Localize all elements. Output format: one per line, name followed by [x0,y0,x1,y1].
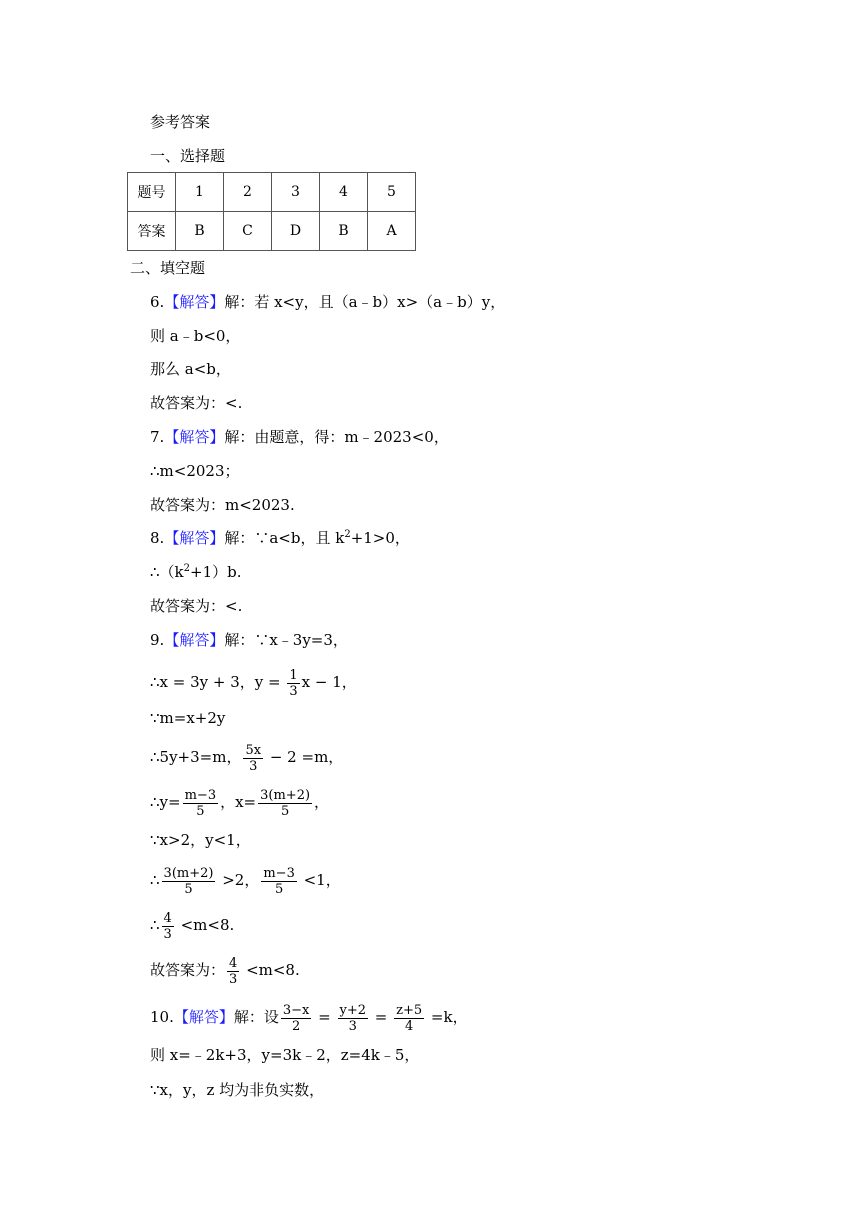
equals-sign: = [370,1008,393,1026]
q8-line-1 [150,528,410,548]
q7-line-1 [150,427,449,447]
question-number: 7. [150,428,165,446]
answer-tag: 【解答】 [173,1008,234,1026]
solution-text: 解：由题意，得：m﹣2023<0， [224,428,449,446]
table-cell: 3 [272,173,320,212]
fraction: $\frac{m-3}{5}$ [263,865,295,897]
page-title: 参考答案 [150,113,211,131]
fraction: $\frac{z+5}{4}$ [396,1002,423,1034]
solution-text: 解：∵x﹣3y=3， [224,631,348,649]
table-cell: 1 [176,173,224,212]
table-row [128,173,416,212]
solution-text: 解：设 [233,1008,279,1026]
fraction: $\frac{m-3}{5}$ [184,787,217,819]
q7-line-2: ∴m<2023； [150,462,240,480]
table-cell: B [176,212,224,251]
q9-line-8 [150,910,234,942]
question-number: 10. [150,1008,174,1026]
fraction: $\frac{1}{3}$ [289,667,298,699]
solution-text: >2， [217,871,260,889]
solution-text: x − 1， [301,673,357,691]
solution-text: ∴ [150,871,160,889]
answer-table [127,172,416,251]
solution-text: <1， [298,871,341,889]
section-heading-choice: 一、选择题 [150,147,226,165]
solution-text: − 2 =m， [265,748,344,766]
q8-line-2 [150,562,242,582]
solution-text: ∴（k [150,563,184,581]
solution-text: +1）b. [190,563,242,581]
q10-line-3: ∵x，y，z 均为非负实数， [150,1081,325,1099]
solution-text: ∴5y+3=m， [150,748,242,766]
answer-tag: 【解答】 [164,631,225,649]
table-cell: 5 [368,173,416,212]
q7-line-3: 故答案为：m<2023. [150,496,295,514]
solution-text: ∴x = 3y + 3，y = [150,673,286,691]
question-number: 8. [150,529,165,547]
question-number: 6. [150,293,165,311]
q10-line-1 [150,1002,468,1034]
solution-text: =k， [426,1008,468,1026]
q8-line-3: 故答案为：<. [150,597,243,615]
q9-line-3: ∵m=x+2y [150,709,226,727]
section-heading-fill: 二、填空题 [130,259,206,277]
question-number: 9. [150,631,165,649]
fraction: $\frac{y+2}{3}$ [339,1002,367,1034]
solution-text: +1>0， [350,529,410,547]
solution-text: 解：若 x<y，且（a﹣b）x>（a﹣b）y， [224,293,506,311]
fraction: $\frac{5x}{3}$ [245,742,262,774]
solution-text: <m<8. [175,916,235,934]
table-row-label: 题号 [128,173,176,212]
answer-tag: 【解答】 [164,293,225,311]
solution-text: ， [314,793,330,811]
solution-text: ∴ [150,916,160,934]
fraction: $\frac{4}{3}$ [163,910,172,942]
exponent: 2 [183,563,191,574]
q9-line-2 [150,667,357,699]
solution-text: <m<8. [241,961,300,979]
solution-text: ∴y= [150,793,181,811]
q6-line-3: 那么 a<b， [150,360,231,378]
table-row [128,212,416,251]
answer-tag: 【解答】 [164,428,225,446]
q9-line-5 [150,787,329,819]
equals-sign: = [313,1008,336,1026]
table-row-label: 答案 [128,212,176,251]
fraction: $\frac{3(m+2)}{5}$ [163,865,214,897]
table-cell: A [368,212,416,251]
answer-tag: 【解答】 [164,529,225,547]
fraction: $\frac{3-x}{2}$ [282,1002,310,1034]
q6-line-2: 则 a﹣b<0， [150,327,241,345]
q9-line-9 [150,955,300,987]
q6-line-1 [150,292,505,312]
fraction: $\frac{4}{3}$ [229,955,238,987]
solution-text: ，x= [220,793,257,811]
solution-text: 解：∵a<b，且 k [224,529,345,547]
q9-line-6: ∵x>2，y<1， [150,831,251,849]
q9-line-4 [150,742,343,774]
table-cell: B [320,212,368,251]
table-cell: C [224,212,272,251]
q9-line-1 [150,630,348,650]
solution-text: 故答案为： [150,961,226,979]
q10-line-2: 则 x=﹣2k+3，y=3k﹣2，z=4k﹣5， [150,1046,420,1064]
fraction: $\frac{3(m+2)}{5}$ [260,787,311,819]
table-cell: 2 [224,173,272,212]
q9-line-7 [150,865,341,897]
table-cell: 4 [320,173,368,212]
q6-line-4: 故答案为：<. [150,394,243,412]
exponent: 2 [344,529,351,540]
table-cell: D [272,212,320,251]
